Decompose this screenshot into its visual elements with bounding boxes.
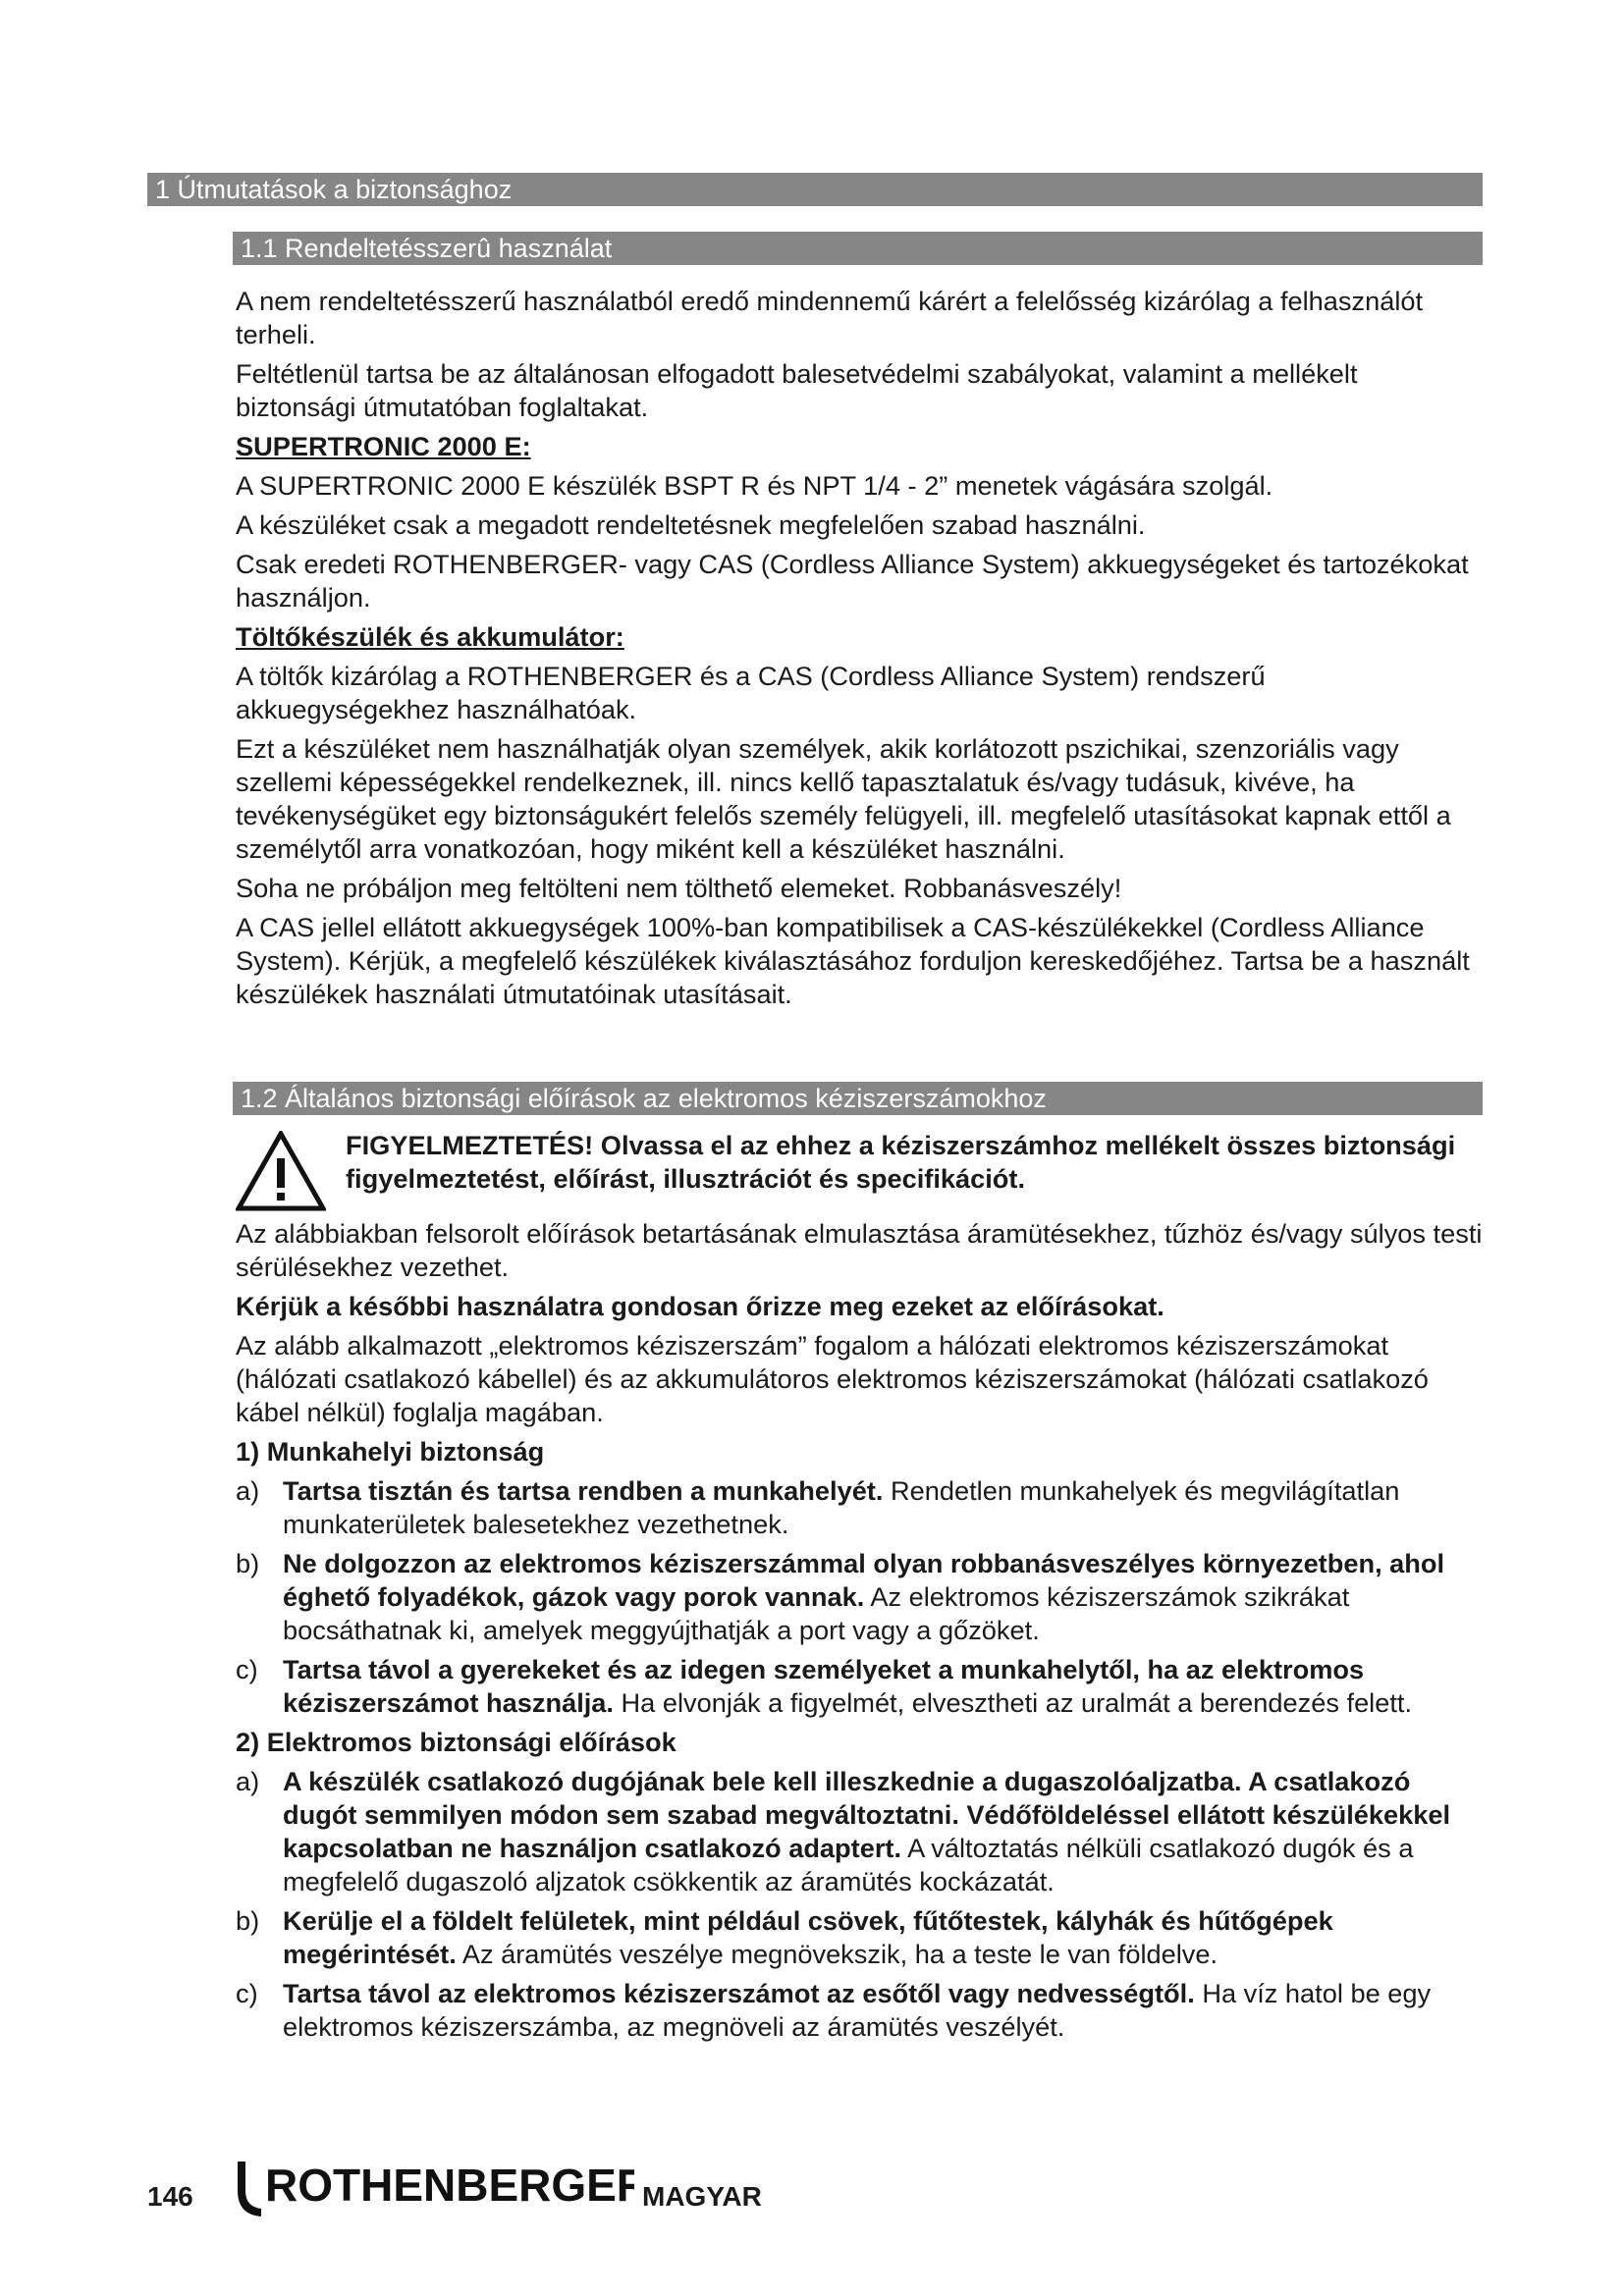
item-label: c) <box>236 1654 258 1684</box>
warning-text: FIGYELMEZTETÉS! Olvassa el az ehhez a kéziszerszámhoz mellékelt összes biztonsági figyelmeztetést, előírást, illusztrációt és specifikációt. <box>346 1130 1456 1194</box>
item-text: Az elektromos kéziszerszámok szikrákat bocsáthatnak ki, amelyek meggyújthatják a port vagy a gőzöket. <box>283 1581 1350 1645</box>
charger-heading: Töltőkészülék és akkumulátor: <box>236 621 624 652</box>
paragraph: A SUPERTRONIC 2000 E készülék BSPT R és NPT 1/4 - 2” menetek vágására szolgál. <box>236 470 1273 501</box>
item-text: Ha elvonják a figyelmét, elvesztheti az uralmát a berendezés felett. <box>613 1687 1413 1718</box>
section-1-2-body <box>236 1129 1485 2050</box>
item-bold-text: Tartsa távol az elektromos kéziszerszámot az esőtől vagy nedvességtől. <box>283 1978 1195 2008</box>
group-2-heading: 2) Elektromos biztonsági előírások <box>236 1727 677 1757</box>
item-bold-text: Ne dolgozzon az elektromos kéziszerszámmal olyan robbanásveszélyes környezetben, ahol éghető folyadékok, gázok vagy porok vannak. <box>283 1548 1445 1612</box>
item-text: Az áramütés veszélye megnövekszik, ha a teste le van földelve. <box>456 1939 1218 1969</box>
rothenberger-logo-icon <box>232 2152 634 2230</box>
paragraph: A CAS jellel ellátott akkuegységek 100%-ban kompatibilisek a CAS-készülékekkel (Cordless Alliance System). Kérjük, a megfelelő készülékek kiválasztásához forduljon kereskedőjéhez. Tartsa be a használt készülékek használati útmutatóinak utasításait. <box>236 912 1470 1009</box>
supertronic-heading: SUPERTRONIC 2000 E: <box>236 431 531 461</box>
item-bold-text: A készülék csatlakozó dugójának bele kell illeszkednie a dugaszolóaljzatba. A csatlakozó dugót semmilyen módon sem szabad megváltoztatni. Védőföldeléssel ellátott készülékekkel kapcsolatban ne használjon csatlakozó adaptert. <box>283 1766 1451 1863</box>
list-item <box>236 1653 1485 1720</box>
paragraph: Ezt a készüléket nem használhatják olyan személyek, akik korlátozott pszichikai, szenzoriális vagy szellemi képességekkel rendelkeznek, ill. nincs kellő tapasztalatuk és/vagy tudásuk, kivéve, ha tevékenységüket egy biztonságukért felelős személy felügyeli, ill. megfelelő utasításokat kapnak ettől a személytől arra vonatkozóan, hogy miként kell a készüléket használni. <box>236 733 1451 864</box>
paragraph: A készüléket csak a megadott rendeltetésnek megfelelően szabad használni. <box>236 509 1146 540</box>
paragraph-bold: Kérjük a későbbi használatra gondosan őrizze meg ezeket az előírásokat. <box>236 1291 1164 1321</box>
item-label: b) <box>236 1905 260 1936</box>
item-bold-text: Tartsa tisztán és tartsa rendben a munkahelyét. <box>283 1475 884 1506</box>
paragraph: Az alábbiakban felsorolt előírások betartásának elmulasztása áramütésekhez, tűzhöz és/vagy súlyos testi sérülésekhez vezethet. <box>236 1218 1483 1282</box>
list-item <box>236 1474 1485 1541</box>
list-item <box>236 1977 1485 2044</box>
item-label: b) <box>236 1548 260 1578</box>
list-item <box>236 1904 1485 1971</box>
language-label: MAGYAR <box>642 2181 762 2212</box>
section-1-1-heading: 1.1 Rendeltetésszerû használat <box>233 232 1483 265</box>
warning-triangle-icon <box>236 1131 326 1211</box>
brand-name: ROTHENBERGER <box>265 2160 634 2211</box>
paragraph: A nem rendeltetésszerű használatból eredő mindennemű kárért a felelősség kizárólag a felhasználót terheli. <box>236 286 1424 349</box>
item-text: Rendetlen munkahelyek és megvilágítatlan munkaterületek balesetekhez vezethetnek. <box>283 1475 1400 1539</box>
paragraph: Az alább alkalmazott „elektromos kéziszerszám” fogalom a hálózati elektromos kéziszerszámokat (hálózati csatlakozó kábellel) és az akkumulátoros elektromos kéziszerszámokat (hálózati csatlakozó kábel nélkül) foglalja magában. <box>236 1330 1429 1427</box>
section-1-2-heading: 1.2 Általános biztonsági előírások az elektromos kéziszerszámokhoz <box>233 1082 1483 1115</box>
section-1-heading: 1 Útmutatások a biztonsághoz <box>147 173 1483 206</box>
paragraph: Feltétlenül tartsa be az általánosan elfogadott balesetvédelmi szabályokat, valamint a mellékelt biztonsági útmutatóban foglaltakat. <box>236 358 1358 422</box>
page-number: 146 <box>147 2181 193 2212</box>
list-item <box>236 1765 1485 1898</box>
paragraph: Csak eredeti ROTHENBERGER- vagy CAS (Cordless Alliance System) akkuegységeket és tartozékokat használjon. <box>236 549 1469 613</box>
rothenberger-logo <box>232 2152 634 2235</box>
item-bold-text: Tartsa távol a gyerekeket és az idegen személyeket a munkahelytől, ha az elektromos kéziszerszámot használja. <box>283 1654 1365 1718</box>
item-label: a) <box>236 1475 260 1506</box>
warning-block <box>236 1129 1485 1213</box>
item-bold-text: Kerülje el a földelt felületek, mint például csövek, fűtőtestek, kályhák és hűtőgépek megérintését. <box>283 1905 1333 1969</box>
paragraph: A töltők kizárólag a ROTHENBERGER és a CAS (Cordless Alliance System) rendszerű akkuegységekhez használhatóak. <box>236 661 1266 724</box>
item-label: c) <box>236 1978 258 2008</box>
section-1-1-body <box>236 285 1485 1017</box>
paragraph: Soha ne próbáljon meg feltölteni nem tölthető elemeket. Robbanásveszély! <box>236 873 1122 903</box>
list-item <box>236 1547 1485 1647</box>
item-label: a) <box>236 1766 260 1796</box>
item-text: A változtatás nélküli csatlakozó dugók és a megfelelő dugaszoló aljzatok csökkentik az áramütés kockázatát. <box>283 1833 1414 1896</box>
group-1-heading: 1) Munkahelyi biztonság <box>236 1436 545 1467</box>
item-text: Ha víz hatol be egy elektromos kéziszerszámba, az megnöveli az áramütés veszélyét. <box>283 1978 1432 2042</box>
